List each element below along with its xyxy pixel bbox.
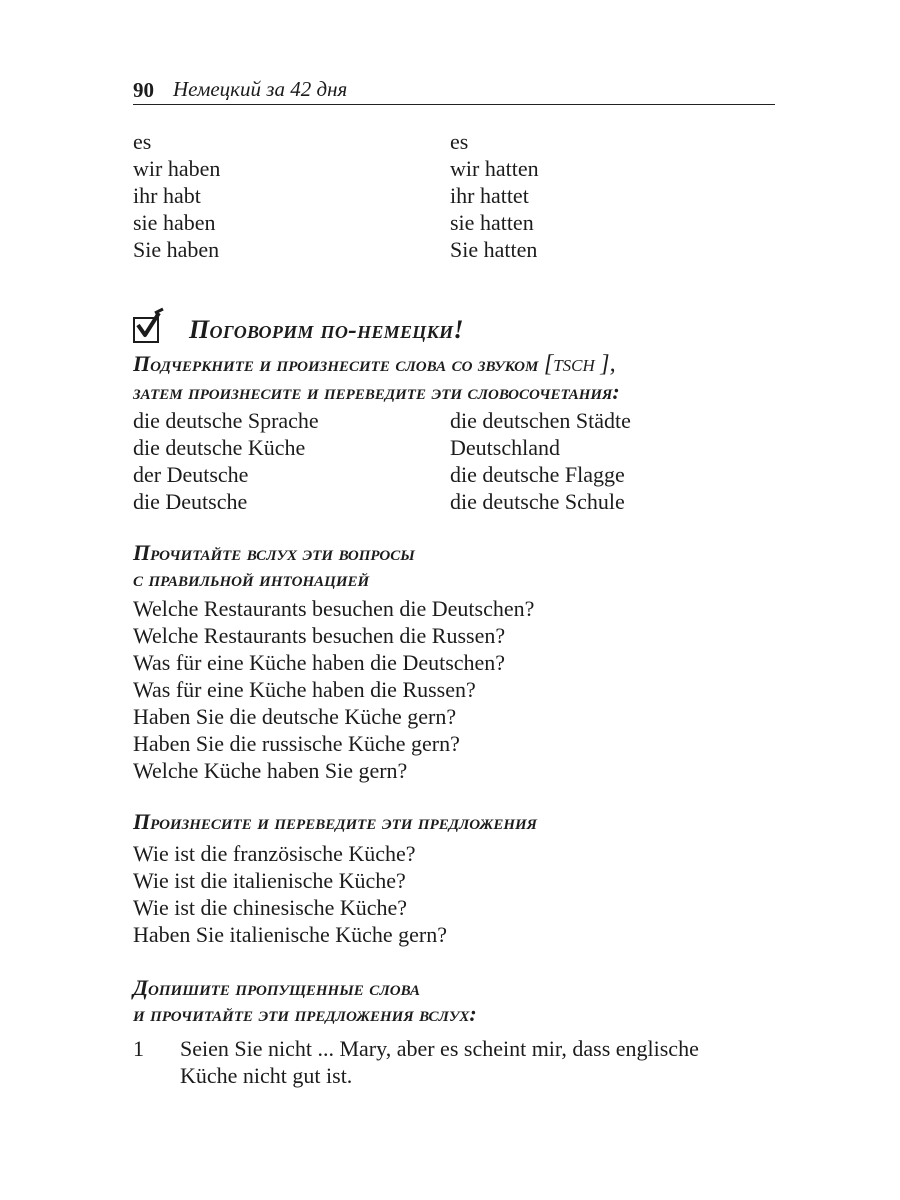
task-read-questions <box>133 540 775 592</box>
task4-line2: и прочитайте эти предложения вслух: <box>133 1001 477 1026</box>
sentences-list <box>133 840 775 948</box>
sentence-1: Wie ist die italienische Küche? <box>133 868 406 893</box>
question-4: Haben Sie die deutsche Küche gern? <box>133 704 457 729</box>
word-combinations <box>133 407 775 515</box>
conj-right-2: ihr hattet <box>450 183 529 208</box>
question-5: Haben Sie die russische Küche gern? <box>133 731 460 756</box>
question-0: Welche Restaurants besuchen die Deutschen? <box>133 596 535 621</box>
conj-left-3: sie haben <box>133 210 216 235</box>
book-title: Немецкий за 42 дня <box>173 77 348 101</box>
conj-right-1: wir hatten <box>450 156 539 181</box>
task2-line1: Прочитайте вслух эти вопросы <box>133 540 415 565</box>
questions-list <box>133 595 775 784</box>
task2-line2: с правильной интонацией <box>133 566 370 591</box>
exercise-item <box>133 1035 775 1089</box>
word-left-2: der Deutsche <box>133 462 249 487</box>
task3-line1: Произнесите и переведите эти предложения <box>133 809 537 834</box>
word-left-3: die Deutsche <box>133 489 248 514</box>
exercise-line1: Seien Sie nicht ... Mary, aber es scheint mir, dass englische <box>180 1036 699 1061</box>
section-heading <box>133 315 775 349</box>
question-1: Welche Restaurants besuchen die Russen? <box>133 623 506 648</box>
question-3: Was für eine Küche haben die Russen? <box>133 677 476 702</box>
conj-left-0: es <box>133 129 152 154</box>
task-fill-in <box>133 975 775 1027</box>
word-right-0: die deutschen Städte <box>450 408 631 433</box>
sentence-3: Haben Sie italienische Küche gern? <box>133 922 447 947</box>
conj-left-2: ihr habt <box>133 183 201 208</box>
exercise-line2: Küche nicht gut ist. <box>180 1063 353 1088</box>
word-right-2: die deutsche Flagge <box>450 462 625 487</box>
conj-left-1: wir haben <box>133 156 221 181</box>
word-right-1: Deutschland <box>450 435 560 460</box>
page-number: 90 <box>133 78 154 102</box>
word-left-1: die deutsche Küche <box>133 435 306 460</box>
page-header <box>133 76 775 105</box>
task1-line1: Подчеркните и произнесите слова со звуком <box>133 351 539 376</box>
conjugation-table <box>133 128 775 263</box>
checkbox-check-icon <box>133 317 159 343</box>
bracket-open: [ <box>543 351 554 377</box>
word-left-0: die deutsche Sprache <box>133 408 319 433</box>
sound-tsch: TSCH <box>553 356 595 375</box>
task-underline-pronounce <box>133 351 775 405</box>
bracket-close: ], <box>600 351 616 377</box>
sentence-2: Wie ist die chinesische Küche? <box>133 895 408 920</box>
task4-line1: Допишите пропущенные слова <box>133 975 421 1000</box>
book-page <box>133 76 775 1089</box>
question-2: Was für eine Küche haben die Deutschen? <box>133 650 506 675</box>
task1-line2: затем произнесите и переведите эти словосочетания: <box>133 379 620 404</box>
task-translate-sentences <box>133 809 775 835</box>
conj-right-3: sie hatten <box>450 210 534 235</box>
word-right-3: die deutsche Schule <box>450 489 625 514</box>
conj-left-4: Sie haben <box>133 237 220 262</box>
sentence-0: Wie ist die französische Küche? <box>133 841 416 866</box>
conj-right-4: Sie hatten <box>450 237 538 262</box>
exercise-number: 1 <box>133 1036 144 1061</box>
conj-right-0: es <box>450 129 469 154</box>
question-6: Welche Küche haben Sie gern? <box>133 758 408 783</box>
section-title: Поговорим по-немецки! <box>189 315 464 344</box>
